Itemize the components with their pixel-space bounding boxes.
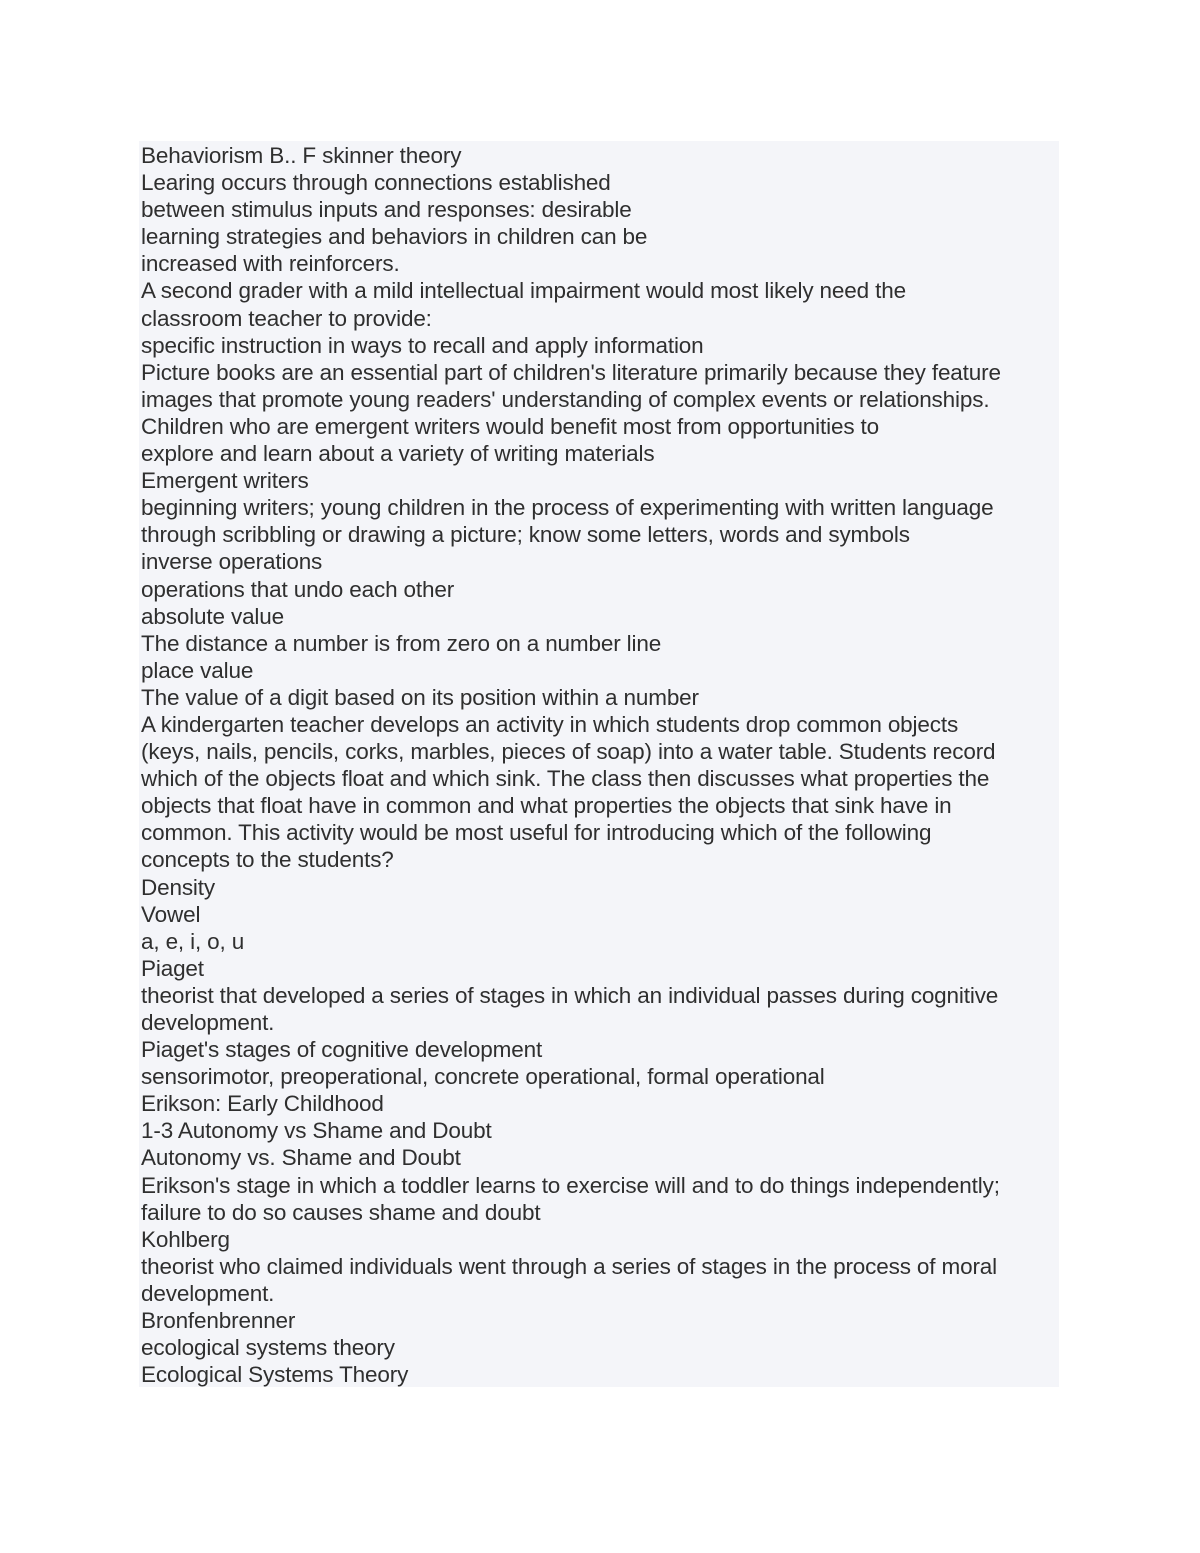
text-line: (keys, nails, pencils, corks, marbles, pieces of soap) into a water table. Students record (141, 739, 996, 765)
text-line: Ecological Systems Theory (141, 1362, 409, 1388)
text-line: Children who are emergent writers would benefit most from opportunities to (141, 413, 880, 439)
text-line: increased with reinforcers. (141, 251, 400, 277)
text-line: Vowel (141, 901, 201, 927)
text-line: common. This activity would be most useful for introducing which of the following (141, 820, 932, 846)
text-line: learning strategies and behaviors in children can be (141, 224, 648, 250)
text-line: Piaget (141, 955, 204, 981)
text-line: The distance a number is from zero on a number line (141, 630, 662, 656)
text-line: images that promote young readers' understanding of complex events or relationships. (141, 386, 990, 412)
text-line: Behaviorism B.. F skinner theory (141, 143, 462, 168)
text-line: Learing occurs through connections established (141, 170, 611, 196)
text-line: which of the objects float and which sink. The class then discusses what properties the (141, 766, 990, 792)
text-line: development. (141, 1010, 275, 1035)
text-line: Emergent writers (141, 468, 309, 494)
text-line: Picture books are an essential part of children's literature primarily because they feature (141, 359, 1001, 385)
text-line: explore and learn about a variety of writing materials (141, 441, 655, 467)
text-line: Erikson: Early Childhood (141, 1091, 384, 1117)
text-line: theorist who claimed individuals went through a series of stages in the process of moral (141, 1253, 997, 1279)
text-line: A second grader with a mild intellectual impairment would most likely need the (141, 278, 906, 304)
text-line: through scribbling or drawing a picture; know some letters, words and symbols (141, 522, 910, 548)
text-line: classroom teacher to provide: (141, 305, 432, 331)
text-line: Piaget's stages of cognitive development (141, 1037, 543, 1063)
text-line: The value of a digit based on its position within a number (141, 684, 699, 710)
text-line: Erikson's stage in which a toddler learns to exercise will and to do things independently; (141, 1172, 1000, 1198)
text-line: concepts to the students? (141, 847, 394, 873)
text-line: specific instruction in ways to recall and apply information (141, 332, 704, 358)
text-line: 1-3 Autonomy vs Shame and Doubt (141, 1118, 492, 1144)
text-line: Kohlberg (141, 1226, 230, 1252)
study-notes-text-block (139, 141, 1059, 1387)
text-line: theorist that developed a series of stages in which an individual passes during cognitive (141, 982, 999, 1008)
text-line: ecological systems theory (141, 1335, 395, 1361)
text-line: development. (141, 1280, 275, 1306)
text-line: a, e, i, o, u (141, 928, 245, 954)
text-line: Density (141, 874, 215, 900)
text-line: sensorimotor, preoperational, concrete operational, formal operational (141, 1064, 825, 1090)
text-line: Autonomy vs. Shame and Doubt (141, 1145, 461, 1171)
text-line: between stimulus inputs and responses: desirable (141, 197, 632, 223)
text-line: beginning writers; young children in the process of experimenting with written language (141, 495, 994, 521)
text-line: objects that float have in common and what properties the objects that sink have in (141, 793, 952, 819)
text-line: A kindergarten teacher develops an activity in which students drop common objects (141, 711, 959, 737)
text-line: operations that undo each other (141, 576, 455, 602)
text-line: Bronfenbrenner (141, 1308, 296, 1334)
text-line: inverse operations (141, 549, 323, 575)
text-line: place value (141, 657, 254, 683)
text-line: failure to do so causes shame and doubt (141, 1199, 541, 1225)
text-line: absolute value (141, 603, 285, 629)
